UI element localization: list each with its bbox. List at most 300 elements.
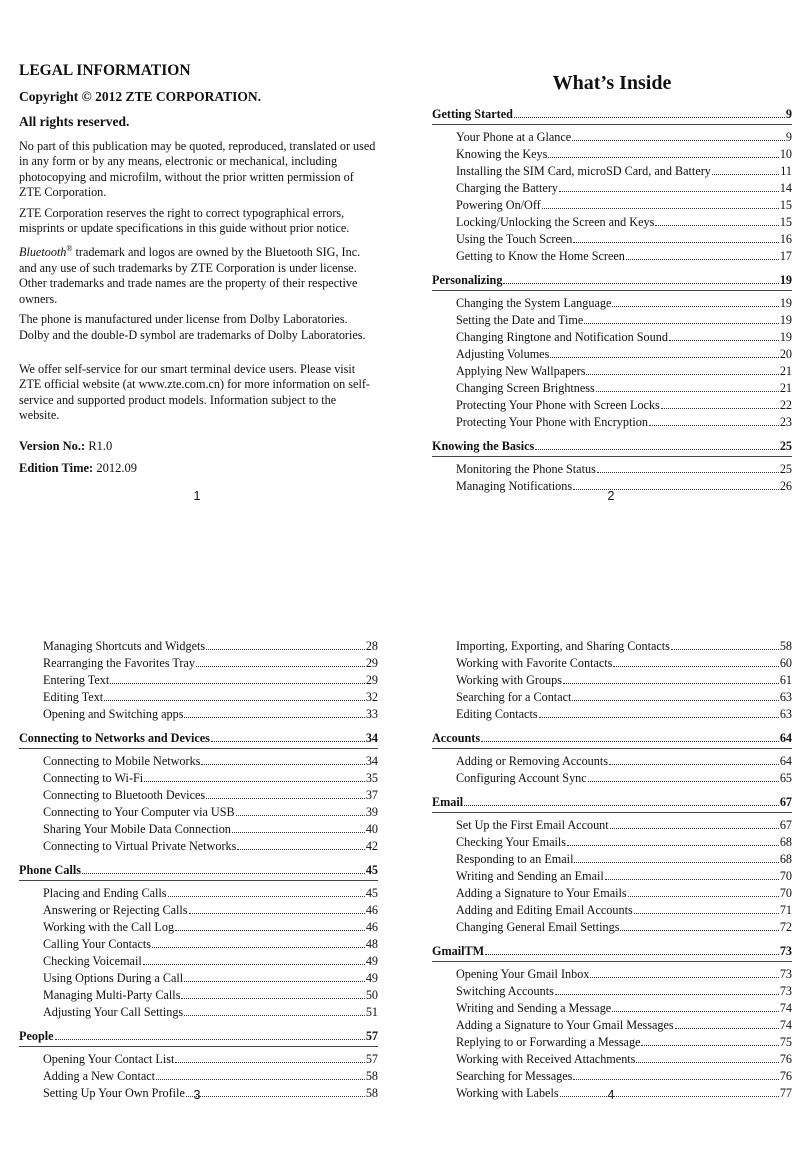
toc-entry-label: Adding a Signature to Your Gmail Messages	[456, 1018, 674, 1032]
dot-leader	[634, 913, 779, 914]
dot-leader	[82, 873, 365, 874]
toc-page-number: 19	[779, 273, 792, 287]
dot-leader	[573, 242, 778, 243]
version-label: Version No.:	[19, 438, 86, 453]
toc-page-number: 19	[779, 330, 792, 344]
toc-entry[interactable]	[19, 637, 378, 654]
toc-page-number: 40	[365, 822, 378, 836]
section-gap	[432, 722, 792, 729]
toc-entry[interactable]	[432, 833, 792, 850]
toc-entry[interactable]	[19, 884, 378, 901]
toc-page-number: 49	[365, 954, 378, 968]
toc-entry-label: Working with Labels	[456, 1086, 559, 1100]
dot-leader	[628, 896, 779, 897]
toc-page-number: 34	[365, 754, 378, 768]
toc-page-number: 64	[779, 731, 792, 745]
dot-leader	[186, 1096, 365, 1097]
toc-entry-label: Configuring Account Sync	[456, 771, 587, 785]
dot-leader	[613, 666, 778, 667]
toc-entry-label: Checking Your Emails	[456, 835, 567, 849]
dot-leader	[671, 649, 779, 650]
toc-page-number: 19	[779, 313, 792, 327]
toc-entry-label: Changing Ringtone and Notification Sound	[456, 330, 668, 344]
dot-leader	[572, 140, 785, 141]
toc-page-number: 39	[365, 805, 378, 819]
toc-page-number: 20	[779, 347, 792, 361]
toc-page-number: 75	[779, 1035, 792, 1049]
toc-entry[interactable]	[19, 1003, 378, 1020]
toc-page-number: 67	[779, 818, 792, 832]
toc-entry[interactable]	[432, 230, 792, 247]
toc-page-number: 22	[779, 398, 792, 412]
dot-leader	[574, 862, 778, 863]
toc-entry[interactable]	[432, 460, 792, 477]
toc-page-number: 19	[779, 296, 792, 310]
dot-leader	[712, 174, 779, 175]
toc-entry-label: Entering Text	[43, 673, 110, 687]
toc-page-2	[432, 105, 792, 494]
toc-page-number: 15	[779, 198, 792, 212]
toc-entry-label: Monitoring the Phone Status	[456, 462, 596, 476]
toc-entry[interactable]	[432, 345, 792, 362]
toc-page-number: 51	[365, 1005, 378, 1019]
toc-page-number: 25	[779, 439, 792, 453]
dot-leader	[590, 977, 778, 978]
dot-leader	[232, 832, 365, 833]
dot-leader	[661, 408, 779, 409]
legal-paragraph: ZTE Corporation reserves the right to correct typographical errors, misprints or update specifications in this guide without prior notice.	[19, 205, 350, 236]
toc-page-number: 70	[779, 869, 792, 883]
toc-entry[interactable]	[432, 867, 792, 884]
dot-leader	[572, 700, 778, 701]
toc-entry-label: Replying to or Forwarding a Message	[456, 1035, 641, 1049]
dot-leader	[542, 208, 779, 209]
toc-entry[interactable]	[19, 705, 378, 722]
toc-entry-label: Managing Notifications	[456, 479, 573, 493]
toc-entry[interactable]	[432, 247, 792, 264]
toc-entry-label: Locking/Unlocking the Screen and Keys	[456, 215, 655, 229]
bluetooth-text: trademark and logos are owned by the Bluetooth SIG, Inc. and any use of such trademarks by ZTE Corporation is under license. Other trademarks and trade names are the property of their respective owners.	[19, 245, 361, 306]
toc-entry-label: Changing General Email Settings	[456, 920, 620, 934]
toc-section-label: Accounts	[432, 731, 481, 745]
toc-entry[interactable]	[432, 128, 792, 145]
dot-leader	[206, 649, 365, 650]
edition-label: Edition Time:	[19, 460, 94, 475]
toc-entry[interactable]	[432, 213, 792, 230]
toc-entry[interactable]	[432, 884, 792, 901]
toc-section-label: Getting Started	[432, 107, 513, 121]
section-gap	[432, 935, 792, 942]
toc-entry-label: Set Up the First Email Account	[456, 818, 609, 832]
toc-entry[interactable]	[19, 935, 378, 952]
toc-title: What’s Inside	[552, 72, 672, 94]
toc-page-number: 57	[365, 1029, 378, 1043]
dot-leader	[612, 1011, 779, 1012]
toc-section-entry[interactable]	[432, 271, 792, 288]
toc-entry-label: Opening Your Contact List	[43, 1052, 175, 1066]
toc-entry-label: Answering or Rejecting Calls	[43, 903, 188, 917]
toc-entry[interactable]	[432, 396, 792, 413]
toc-page-number: 45	[365, 863, 378, 877]
registered-mark: ®	[66, 244, 73, 254]
toc-section-entry[interactable]	[432, 437, 792, 454]
toc-entry-label: Opening and Switching apps	[43, 707, 184, 721]
toc-entry[interactable]	[432, 752, 792, 769]
toc-entry[interactable]	[19, 1084, 378, 1101]
toc-entry[interactable]	[19, 786, 378, 803]
dot-leader	[626, 259, 779, 260]
version-line	[19, 439, 379, 454]
dot-leader	[211, 741, 365, 742]
toc-entry[interactable]	[19, 752, 378, 769]
toc-entry[interactable]	[432, 918, 792, 935]
toc-section-entry[interactable]	[19, 1027, 378, 1044]
toc-page-number: 73	[779, 944, 792, 958]
toc-entry[interactable]	[432, 999, 792, 1016]
toc-entry[interactable]	[432, 477, 792, 494]
toc-entry-label: Writing and Sending an Email	[456, 869, 604, 883]
toc-page-number: 63	[779, 690, 792, 704]
toc-entry-label: Opening Your Gmail Inbox	[456, 967, 590, 981]
toc-entry[interactable]	[19, 918, 378, 935]
toc-section-entry[interactable]	[19, 861, 378, 878]
toc-page-number: 28	[365, 639, 378, 653]
toc-section-label: Email	[432, 795, 464, 809]
toc-entry-label: Working with Favorite Contacts	[456, 656, 613, 670]
dot-leader	[156, 1079, 365, 1080]
toc-entry[interactable]	[432, 850, 792, 867]
toc-entry[interactable]	[19, 837, 378, 854]
dot-leader	[196, 666, 365, 667]
dot-leader	[620, 930, 778, 931]
dot-leader	[675, 1028, 779, 1029]
toc-section-entry[interactable]	[19, 729, 378, 746]
toc-entry[interactable]	[19, 803, 378, 820]
toc-entry-label: Applying New Wallpapers	[456, 364, 586, 378]
toc-entry[interactable]	[432, 328, 792, 345]
toc-page-number: 67	[779, 795, 792, 809]
toc-entry[interactable]	[432, 1016, 792, 1033]
dot-leader	[641, 1045, 778, 1046]
toc-entry-label: Adding or Removing Accounts	[456, 754, 608, 768]
toc-page-number: 21	[779, 364, 792, 378]
dot-leader	[503, 283, 778, 284]
toc-entry[interactable]	[432, 379, 792, 396]
toc-page-number: 46	[365, 903, 378, 917]
toc-page-number: 32	[365, 690, 378, 704]
toc-entry-label: Connecting to Wi-Fi	[43, 771, 144, 785]
bluetooth-paragraph	[19, 241, 379, 307]
toc-page-number: 26	[779, 479, 792, 493]
dot-leader	[669, 340, 779, 341]
dot-leader	[201, 764, 364, 765]
toc-entry[interactable]	[432, 145, 792, 162]
toc-entry[interactable]	[432, 1067, 792, 1084]
toc-entry-label: Switching Accounts	[456, 984, 554, 998]
dot-leader	[535, 449, 779, 450]
toc-entry-label: Getting to Know the Home Screen	[456, 249, 625, 263]
toc-page-number: 48	[365, 937, 378, 951]
toc-page-number: 73	[779, 984, 792, 998]
page-number: 3	[193, 1088, 201, 1102]
toc-entry[interactable]	[432, 311, 792, 328]
toc-entry[interactable]	[19, 769, 378, 786]
dot-leader	[573, 1079, 778, 1080]
section-gap	[19, 722, 378, 729]
section-divider	[432, 124, 792, 125]
toc-page-number: 11	[780, 164, 792, 178]
dot-leader	[612, 306, 778, 307]
toc-entry[interactable]	[432, 179, 792, 196]
toc-entry-label: Editing Contacts	[456, 707, 538, 721]
toc-page-number: 9	[785, 130, 792, 144]
toc-entry-label: Adjusting Volumes	[456, 347, 550, 361]
toc-page-number: 23	[779, 415, 792, 429]
toc-entry[interactable]	[19, 986, 378, 1003]
dot-leader	[586, 374, 778, 375]
toc-entry-label: Connecting to Your Computer via USB	[43, 805, 235, 819]
toc-page-number: 49	[365, 971, 378, 985]
dot-leader	[655, 225, 778, 226]
toc-page-number: 35	[365, 771, 378, 785]
dot-leader	[559, 191, 779, 192]
dot-leader	[144, 781, 365, 782]
toc-entry[interactable]	[432, 413, 792, 430]
toc-section-label: GmailTM	[432, 944, 485, 958]
dot-leader	[481, 741, 779, 742]
toc-entry[interactable]	[19, 688, 378, 705]
toc-page-number: 46	[365, 920, 378, 934]
toc-entry-label: Knowing the Keys	[456, 147, 548, 161]
toc-entry[interactable]	[432, 688, 792, 705]
toc-page-number: 76	[779, 1052, 792, 1066]
dot-leader	[550, 357, 778, 358]
section-divider	[432, 812, 792, 813]
dot-leader	[596, 391, 779, 392]
toc-entry-label: Importing, Exporting, and Sharing Contacts	[456, 639, 670, 653]
bluetooth-word: Bluetooth	[19, 245, 67, 260]
toc-section-label: Phone Calls	[19, 863, 81, 877]
dot-leader	[548, 157, 778, 158]
toc-entry[interactable]	[432, 654, 792, 671]
toc-entry-label: Adjusting Your Call Settings	[43, 1005, 184, 1019]
dot-leader	[636, 1062, 778, 1063]
toc-entry-label: Powering On/Off	[456, 198, 541, 212]
toc-entry-label: Protecting Your Phone with Screen Locks	[456, 398, 660, 412]
dot-leader	[175, 930, 365, 931]
page-number: 2	[607, 489, 615, 503]
toc-entry-label: Responding to an Email	[456, 852, 574, 866]
toc-entry-label: Connecting to Virtual Private Networks	[43, 839, 237, 853]
toc-page-number: 58	[365, 1086, 378, 1100]
toc-entry-label: Changing Screen Brightness	[456, 381, 595, 395]
toc-entry-label: Adding a New Contact	[43, 1069, 156, 1083]
toc-section-label: People	[19, 1029, 54, 1043]
section-gap	[432, 264, 792, 271]
toc-entry-label: Rearranging the Favorites Tray	[43, 656, 195, 670]
toc-entry-label: Changing the System Language	[456, 296, 612, 310]
toc-page-number: 77	[779, 1086, 792, 1100]
dot-leader	[539, 717, 779, 718]
toc-entry-label: Using Options During a Call	[43, 971, 184, 985]
toc-entry[interactable]	[19, 952, 378, 969]
toc-page-number: 25	[779, 462, 792, 476]
toc-section-entry[interactable]	[432, 793, 792, 810]
legal-page	[19, 62, 379, 476]
toc-page-number: 50	[365, 988, 378, 1002]
toc-entry[interactable]	[432, 196, 792, 213]
toc-page-number: 73	[779, 967, 792, 981]
edition-line	[19, 461, 379, 476]
dot-leader	[560, 1096, 779, 1097]
section-gap	[19, 1020, 378, 1027]
toc-entry-label: Sharing Your Mobile Data Connection	[43, 822, 231, 836]
dot-leader	[597, 472, 779, 473]
dot-leader	[563, 683, 779, 684]
dot-leader	[110, 683, 365, 684]
dot-leader	[514, 117, 785, 118]
toc-page-number: 17	[779, 249, 792, 263]
toc-entry-label: Calling Your Contacts	[43, 937, 152, 951]
toc-page-number: 37	[365, 788, 378, 802]
toc-entry-label: Protecting Your Phone with Encryption	[456, 415, 648, 429]
toc-page-number: 60	[779, 656, 792, 670]
dot-leader	[143, 964, 365, 965]
toc-page-number: 68	[779, 835, 792, 849]
toc-entry-label: Using the Touch Screen	[456, 232, 573, 246]
toc-page-number: 70	[779, 886, 792, 900]
page-number: 4	[607, 1088, 615, 1102]
toc-entry[interactable]	[432, 769, 792, 786]
toc-page-number: 64	[779, 754, 792, 768]
toc-entry-label: Setting Up Your Own Profile	[43, 1086, 185, 1100]
toc-page-4	[432, 637, 792, 1101]
toc-entry-label: Searching for Messages	[456, 1069, 573, 1083]
section-divider	[432, 456, 792, 457]
toc-page-number: 15	[779, 215, 792, 229]
toc-page-number: 10	[779, 147, 792, 161]
toc-page-number: 29	[365, 673, 378, 687]
section-divider	[19, 880, 378, 881]
toc-entry-label: Writing and Sending a Message	[456, 1001, 612, 1015]
toc-entry-label: Setting the Date and Time	[456, 313, 584, 327]
toc-entry[interactable]	[432, 965, 792, 982]
toc-entry[interactable]	[432, 294, 792, 311]
toc-section-label: Knowing the Basics	[432, 439, 535, 453]
dot-leader	[237, 849, 364, 850]
dot-leader	[567, 845, 779, 846]
edition-value: 2012.09	[93, 460, 137, 475]
toc-page-number: 29	[365, 656, 378, 670]
section-gap	[432, 786, 792, 793]
section-gap	[432, 430, 792, 437]
dot-leader	[584, 323, 779, 324]
toc-entry[interactable]	[19, 820, 378, 837]
toc-entry-label: Adding and Editing Email Accounts	[456, 903, 633, 917]
legal-title: LEGAL INFORMATION	[19, 62, 191, 79]
dot-leader	[189, 913, 365, 914]
dot-leader	[588, 781, 779, 782]
toc-entry[interactable]	[432, 1084, 792, 1101]
toc-page-number: 33	[365, 707, 378, 721]
toc-entry[interactable]	[432, 1033, 792, 1050]
toc-entry[interactable]	[432, 901, 792, 918]
toc-entry-label: Working with Received Attachments	[456, 1052, 636, 1066]
toc-page-number: 74	[779, 1018, 792, 1032]
toc-section-entry[interactable]	[432, 729, 792, 746]
version-value: R1.0	[85, 438, 113, 453]
toc-entry[interactable]	[19, 654, 378, 671]
section-divider	[19, 1046, 378, 1047]
toc-entry[interactable]	[19, 969, 378, 986]
toc-section-entry[interactable]	[432, 105, 792, 122]
page-number: 1	[193, 489, 201, 503]
toc-section-label: Connecting to Networks and Devices	[19, 731, 210, 745]
dot-leader	[206, 798, 365, 799]
toc-entry[interactable]	[432, 162, 792, 179]
toc-page-number: 71	[779, 903, 792, 917]
toc-page-number: 57	[365, 1052, 378, 1066]
dot-leader	[485, 954, 779, 955]
toc-page-number: 72	[779, 920, 792, 934]
dot-leader	[181, 998, 364, 999]
toc-section-entry[interactable]	[432, 942, 792, 959]
toc-entry-label: Connecting to Bluetooth Devices	[43, 788, 206, 802]
dot-leader	[236, 815, 365, 816]
copyright-line: Copyright © 2012 ZTE CORPORATION.	[19, 89, 261, 104]
toc-entry-label: Working with Groups	[456, 673, 562, 687]
toc-entry[interactable]	[19, 901, 378, 918]
toc-entry[interactable]	[432, 362, 792, 379]
toc-page-number: 14	[779, 181, 792, 195]
toc-page-number: 63	[779, 707, 792, 721]
dot-leader	[555, 994, 779, 995]
toc-entry[interactable]	[19, 1050, 378, 1067]
toc-entry-label: Installing the SIM Card, microSD Card, and Battery	[456, 164, 711, 178]
toc-section-label: Personalizing	[432, 273, 503, 287]
legal-paragraph: We offer self-service for our smart terminal device users. Please visit ZTE official website (at www.zte.com.cn) for more information on self-service and supported product models. Information subject to the website.	[19, 361, 370, 423]
toc-entry-label: Searching for a Contact	[456, 690, 572, 704]
toc-page-number: 61	[779, 673, 792, 687]
dot-leader	[649, 425, 779, 426]
toc-page-number: 76	[779, 1069, 792, 1083]
dot-leader	[104, 700, 365, 701]
section-divider	[432, 290, 792, 291]
toc-entry[interactable]	[432, 637, 792, 654]
dot-leader	[184, 717, 364, 718]
toc-entry[interactable]	[19, 1067, 378, 1084]
dot-leader	[168, 896, 365, 897]
toc-entry[interactable]	[432, 982, 792, 999]
dot-leader	[464, 805, 779, 806]
toc-entry-label: Checking Voicemail	[43, 954, 142, 968]
toc-entry[interactable]	[432, 1050, 792, 1067]
dot-leader	[573, 489, 779, 490]
dot-leader	[605, 879, 779, 880]
dot-leader	[184, 981, 365, 982]
section-divider	[432, 961, 792, 962]
toc-page-number: 45	[365, 886, 378, 900]
legal-paragraph: No part of this publication may be quoted, reproduced, translated or used in any form or by any means, electronic or mechanical, including photocopying and microfilm, without the prior written permission of ZTE Corporation.	[19, 139, 376, 200]
toc-entry-label: Placing and Ending Calls	[43, 886, 167, 900]
toc-entry[interactable]	[432, 816, 792, 833]
toc-page-number: 65	[779, 771, 792, 785]
section-divider	[432, 748, 792, 749]
toc-entry[interactable]	[432, 705, 792, 722]
toc-entry-label: Managing Multi-Party Calls	[43, 988, 181, 1002]
toc-entry[interactable]	[19, 671, 378, 688]
toc-entry[interactable]	[432, 671, 792, 688]
